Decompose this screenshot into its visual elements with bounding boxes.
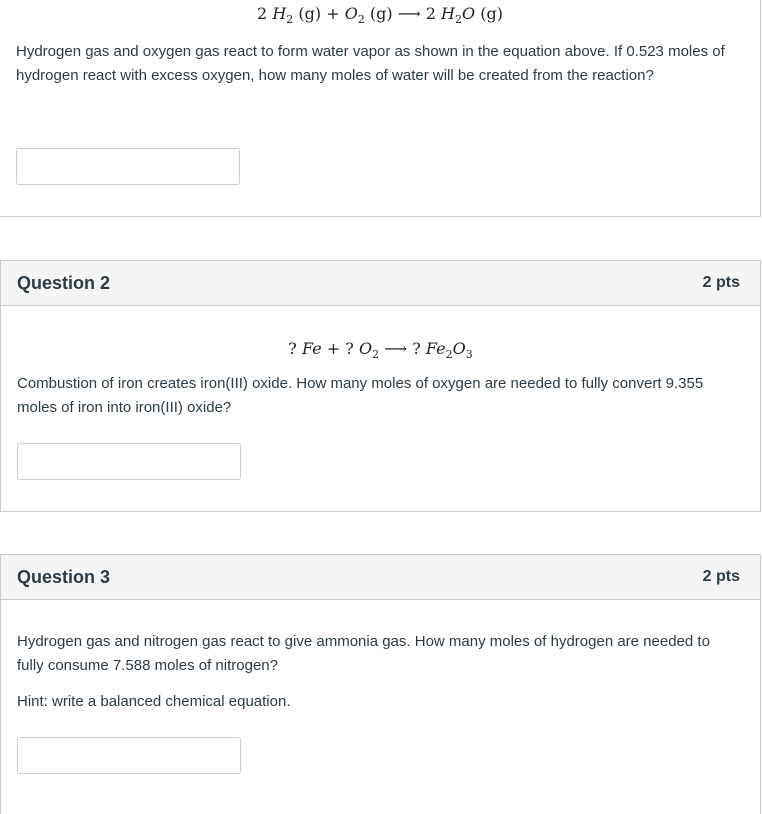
question-2-points: 2 pts [702, 274, 740, 291]
question-3-card [0, 554, 761, 814]
question-2-answer-input[interactable] [17, 443, 241, 480]
question-1-text: Hydrogen gas and oxygen gas react to form water vapor as shown in the equation above. If 0.523 moles of hydrogen react with excess oxygen, how many moles of water will be created from the reaction? [16, 43, 725, 84]
question-1-equation: 2 $H_2$ $(g) + O_2$ (g) ⟶ 2 $H_2O$ (g) [257, 4, 503, 27]
question-3-answer-input[interactable] [17, 737, 241, 774]
question-1-answer-input[interactable] [16, 148, 240, 185]
question-3-hint: Hint: write a balanced chemical equation. [17, 693, 291, 710]
question-3-text: Hydrogen gas and nitrogen gas react to give ammonia gas. How many moles of hydrogen are needed to fully consume 7.588 moles of nitrogen? [17, 633, 710, 674]
question-1-card [0, 0, 761, 217]
question-3-title: Question 3 [17, 566, 111, 587]
question-2-equation: ? Fe + ? $O_2$ ⟶ ? $Fe_2O_3$ [288, 339, 473, 362]
question-2-card [0, 260, 761, 512]
question-2-header [1, 261, 760, 306]
question-3-points: 2 pts [702, 568, 740, 585]
question-2-text: Combustion of iron creates iron(III) oxide. How many moles of oxygen are needed to fully convert 9.355 moles of iron into iron(III) oxide? [17, 375, 704, 416]
question-2-title: Question 2 [17, 272, 111, 293]
question-3-header [1, 555, 760, 600]
